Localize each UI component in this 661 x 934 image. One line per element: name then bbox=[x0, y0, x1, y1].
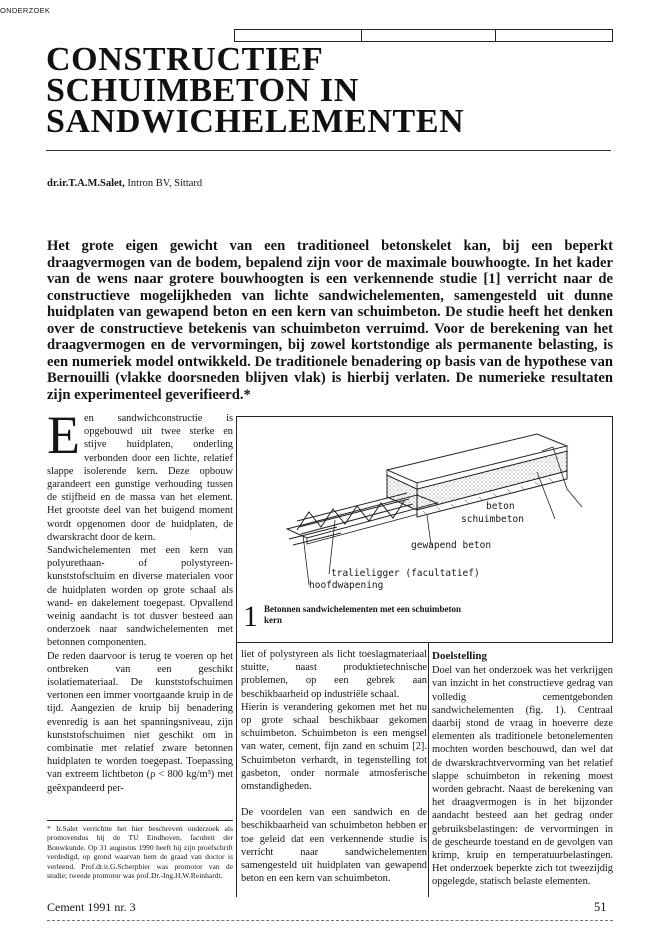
header-box-right bbox=[495, 29, 613, 42]
drop-cap: E bbox=[47, 405, 80, 465]
footer-rule bbox=[47, 920, 613, 921]
column-2 bbox=[241, 648, 427, 885]
author-affiliation: Intron BV, Sittard bbox=[127, 178, 203, 189]
label-schuimbeton: schuimbeton bbox=[461, 514, 524, 525]
footnote: * Ir.Salet verrichtte het hier beschreven onderzoek als promovendus bij de TU Eindhoven, faculteit der Bouwkunde. Op 31 augustus 1990 heeft hij zijn proefschrift verdedigd, op grond waarvan hem de graad van doctor is verleend. Prof.dr.ir.G.Scherpbier was promotor van de studie; tweede promotor was prof.Dr.-Ing.H.W.Reinhardt. bbox=[47, 824, 233, 881]
byline bbox=[47, 178, 202, 189]
column-3-text: Doel van het onderzoek was het verkrijgen van inzicht in het constructieve gedrag van volledig cementgebonden sandwichelementen (fig. 1). Centraal daarbij stond de vraag in hoeverre deze elementen als traditionele betonelementen mochten worden beschouwd, dan wel dat de dwarskrachtvervorming van het relatief slappe schuimbeton in rekening moest worden gebracht. Naast de berekening van het draagvermogen is in het bijzonder aandacht besteed aan het gedrag onder gebruiksbelastingen: de vervormingen in de gescheurde toestand en de gevolgen van krimp, kruip en temperatuurbelastingen. Het onderzoek beperkte zich tot tweezijdig opgelegde, statisch belaste elementen. bbox=[432, 665, 613, 888]
figure-caption: Betonnen sandwichelementen met een schuimbeton kern bbox=[264, 604, 461, 625]
column-1-text: en sandwichconstructie is opgebouwd uit twee sterke en stijve huidplaten, onderling verbonden door een lichte, relatief slappe isolerende kern. Deze opbouw garandeert een gunstige verhouding tussen de stijfheid en de massa van het element. Het grootste deel van het buigend moment wordt opgenomen door de huidplaten, de dwarskracht door de kern. Sandwichelementen met een kern van polyurethaan- of polystyreen-kunststofschuim en diverse materialen voor de huidplaten worden op grote schaal als wand- en dakelement toegepast. Opvallend weinig aandacht is tot dusver besteed aan onderzoek naar sandwichelementen met betonnen componenten. De reden daarvoor is terug te voeren op het ontbreken van een geschikt isolatiemateriaal. De kunststofschuimen vertonen een immer voortgaande kruip in de tijd. Aangezien de kruip bij benadering evenredig is aan het spanningsniveau, zijn kunststofschuimen niet geschikt om in combinatie met relatief zware betonnen huidplaten te worden toegepast. Toepassing van extreem lichtbeton (ρ < 800 kg/m³) met geëxpandeerd per- bbox=[47, 413, 233, 794]
column-divider-left bbox=[236, 643, 237, 897]
section-heading-doelstelling: Doelstelling bbox=[432, 650, 487, 662]
author-name: dr.ir.T.A.M.Salet, bbox=[47, 178, 125, 189]
label-gewapend-beton: gewapend beton bbox=[411, 540, 492, 551]
journal-issue: Cement 1991 nr. 3 bbox=[47, 900, 136, 914]
label-hoofdwapening: hoofdwapening bbox=[309, 580, 384, 591]
label-tralieligger: tralieligger (facultatief) bbox=[331, 568, 480, 579]
column-1 bbox=[47, 405, 233, 795]
footnote-rule bbox=[47, 820, 233, 821]
title-rule bbox=[46, 150, 611, 151]
label-beton: beton bbox=[486, 501, 515, 512]
lead-paragraph: Het grote eigen gewicht van een traditioneel betonskelet kan, bij een beperkt draagvermogen van de bodem, bepalend zijn voor de maximale bouwhoogte. In het kader van de wens naar grotere bouwhoogten is een verkennende studie [1] verricht naar de constructieve mogelijkheden van lichte sandwichelementen, samengesteld uit dunne huidplaten van gewapend beton en een kern van schuimbeton. De studie heeft het denken over de constructieve betekenis van schuimbeton verruimd. Voor de berekening van het draagvermogen en de vervormingen, bij zowel kortstondige als permanente belasting, is een numeriek model ontwikkeld. De traditionele benadering op basis van de hypothese van Bernouilli (vlakke doorsneden blijven vlak) is hierbij verlaten. De numerieke resultaten zijn experimenteel geverifieerd.* bbox=[47, 238, 613, 403]
column-3 bbox=[432, 650, 613, 889]
article-title: CONSTRUCTIEF SCHUIMBETON IN SANDWICHELEMENTEN bbox=[46, 41, 465, 140]
column-2-paragraph-2: De voordelen van een sandwich en de beschikbaarheid van schuimbeton hebben er toe geleid dat een verkennende studie is verricht naar sandwichelementen samengesteld uit huidplaten van gewapend beton en een kern van schuimbeton. bbox=[241, 807, 427, 885]
column-divider-right bbox=[428, 643, 429, 897]
column-2-paragraph-1: liet of polystyreen als licht toeslagmateriaal stuitte, naast produktietechnische problemen, op een gebrek aan beschikbaarheid op industriële schaal. Hierin is verandering gekomen met het nu op grote schaal beschikbaar gekomen schuimbeton. Schuimbeton is een mengsel van water, cement, fijn zand en schuim [2]. Schuimbeton verhardt, in tegenstelling tot gasbeton, onder normale atmosferische omstandigheden. bbox=[241, 649, 427, 793]
page-number: 51 bbox=[594, 900, 607, 914]
figure-number: 1 bbox=[243, 600, 258, 633]
section-label: ONDERZOEK bbox=[0, 6, 51, 15]
header-box-section bbox=[361, 29, 496, 42]
